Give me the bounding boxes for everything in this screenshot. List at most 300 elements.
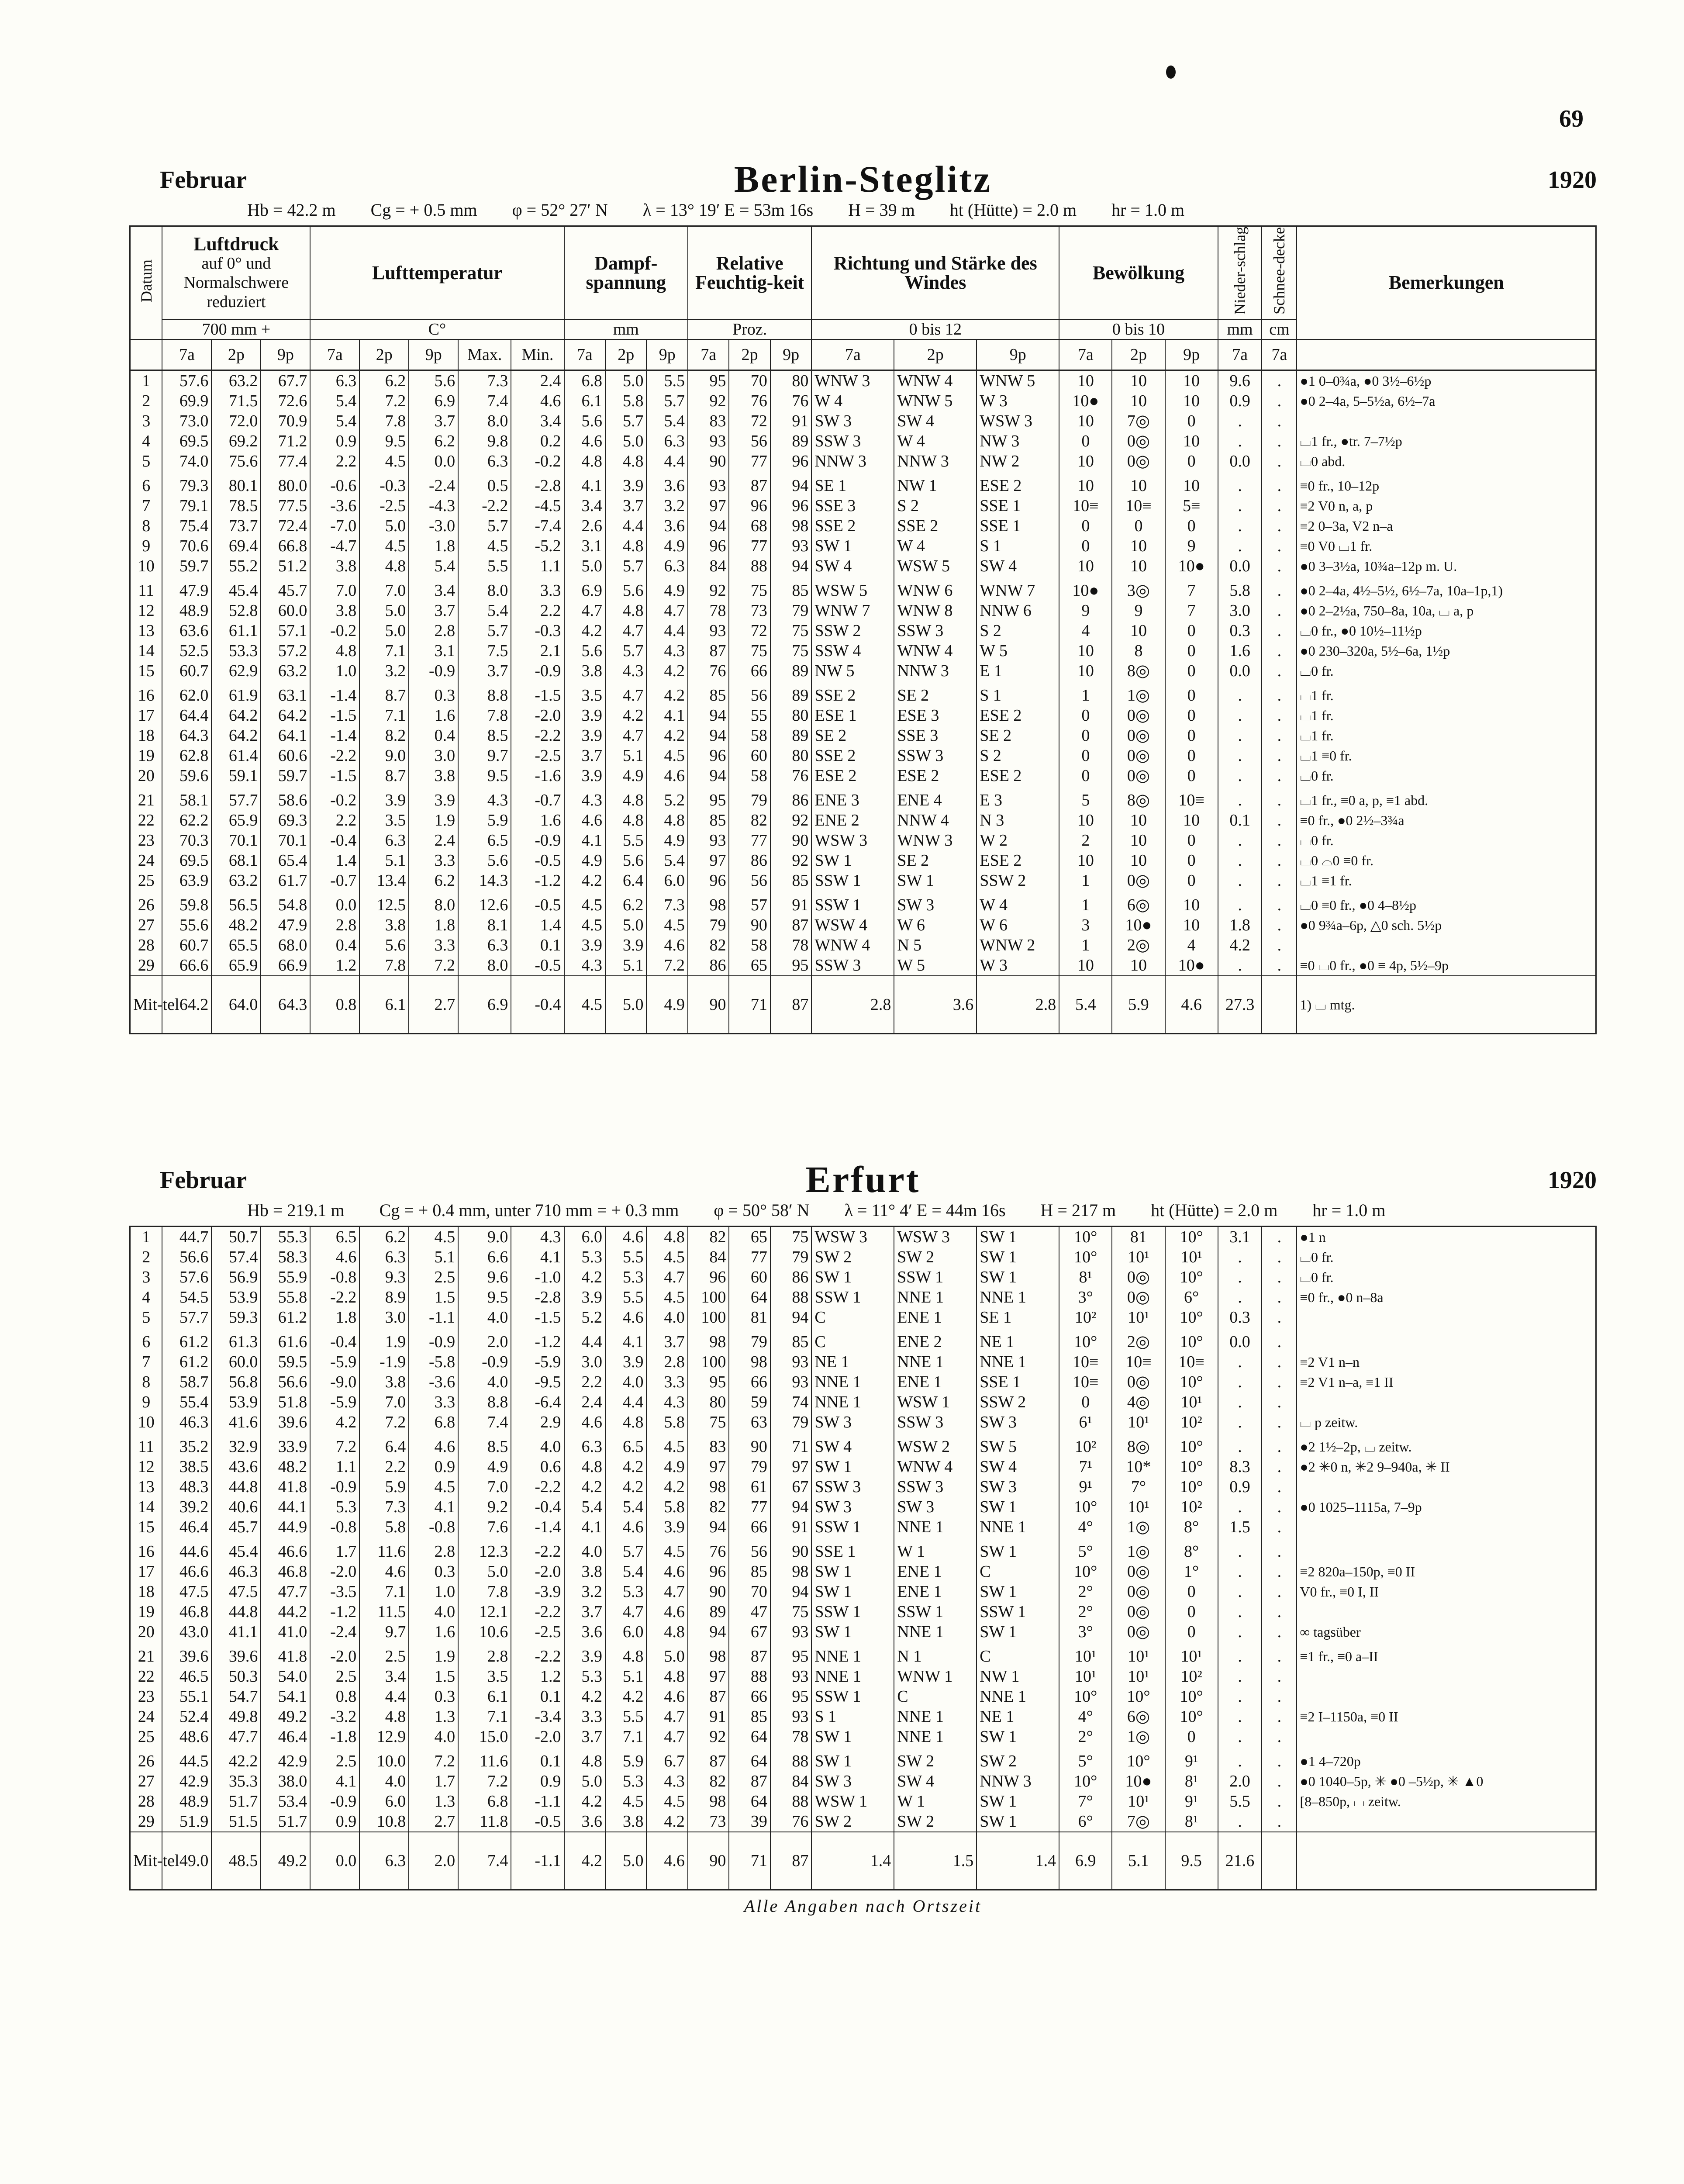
- col-wind: Richtung und Stärke des Windes: [811, 226, 1059, 320]
- value-cell: .: [1218, 1352, 1262, 1372]
- value-cell: 77: [729, 830, 770, 850]
- value-cell: 77: [729, 451, 770, 471]
- value-cell: .: [1262, 576, 1297, 601]
- value-cell: 3.6: [564, 1811, 605, 1832]
- value-cell: 85: [770, 871, 811, 891]
- value-cell: 1.6: [1218, 641, 1262, 661]
- value-cell: 44.8: [211, 1602, 261, 1622]
- day-cell: 28: [130, 1791, 162, 1811]
- value-cell: 4.6: [359, 1562, 409, 1582]
- value-cell: 1: [1059, 891, 1112, 915]
- value-cell: SW 3: [977, 1412, 1059, 1432]
- value-cell: 4.1: [409, 1497, 458, 1517]
- value-cell: 7.1: [359, 641, 409, 661]
- value-cell: 0: [1165, 850, 1218, 871]
- value-cell: 56.5: [211, 891, 261, 915]
- day-cell: 3: [130, 411, 162, 431]
- value-cell: -0.9: [409, 1327, 458, 1352]
- value-cell: 54.1: [261, 1686, 310, 1707]
- value-cell: 92: [770, 810, 811, 830]
- value-cell: 10°: [1165, 1432, 1218, 1457]
- table-row: [130, 681, 1596, 705]
- value-cell: 89: [770, 661, 811, 681]
- mean-value: 6.1: [359, 976, 409, 1034]
- value-cell: .: [1218, 1562, 1262, 1582]
- value-cell: 88: [770, 1287, 811, 1307]
- value-cell: 90: [729, 1432, 770, 1457]
- value-cell: SSW 1: [811, 1517, 894, 1537]
- table-row: [130, 1267, 1596, 1287]
- constant-item: H = 217 m: [1040, 1200, 1116, 1220]
- value-cell: -5.9: [511, 1352, 564, 1372]
- value-cell: .: [1262, 1412, 1297, 1432]
- mean-value: 2.8: [811, 976, 894, 1034]
- value-cell: SW 1: [811, 1582, 894, 1602]
- value-cell: -0.8: [310, 1517, 359, 1537]
- value-cell: 10°: [1165, 1307, 1218, 1327]
- value-cell: .: [1262, 830, 1297, 850]
- value-cell: 10≡: [1165, 786, 1218, 810]
- table-row: [130, 830, 1596, 850]
- remark-cell: ⌴1 fr.: [1297, 681, 1596, 705]
- value-cell: 79.1: [162, 496, 211, 516]
- mean-value: 64.0: [211, 976, 261, 1034]
- erfurt-block: [129, 1158, 1597, 1916]
- value-cell: 6.2: [409, 431, 458, 451]
- value-cell: .: [1262, 1811, 1297, 1832]
- mean-label: Mit-tel: [130, 976, 162, 1034]
- mean-value: 7.4: [458, 1832, 511, 1890]
- value-cell: 40.6: [211, 1497, 261, 1517]
- value-cell: 94: [770, 1497, 811, 1517]
- value-cell: 5.3: [310, 1497, 359, 1517]
- value-cell: 3.8: [310, 556, 359, 576]
- value-cell: 4.4: [646, 451, 687, 471]
- constant-item: Hb = 219.1 m: [247, 1200, 345, 1220]
- col-datum: Datum: [130, 226, 162, 340]
- value-cell: 85: [770, 1327, 811, 1352]
- value-cell: 4: [1165, 935, 1218, 955]
- value-cell: -7.0: [310, 516, 359, 536]
- value-cell: 6◎: [1112, 1707, 1165, 1727]
- day-cell: 7: [130, 1352, 162, 1372]
- value-cell: -3.2: [310, 1707, 359, 1727]
- value-cell: .: [1262, 1707, 1297, 1727]
- value-cell: 0◎: [1112, 451, 1165, 471]
- value-cell: 32.9: [211, 1432, 261, 1457]
- value-cell: 7.1: [359, 1582, 409, 1602]
- value-cell: 35.3: [211, 1771, 261, 1791]
- value-cell: -2.2: [511, 1602, 564, 1622]
- value-cell: 6.6: [458, 1247, 511, 1267]
- value-cell: 74: [770, 1392, 811, 1412]
- value-cell: 78: [688, 601, 729, 621]
- value-cell: 10°: [1165, 1457, 1218, 1477]
- value-cell: 5.6: [359, 935, 409, 955]
- day-cell: 15: [130, 661, 162, 681]
- col-niederschlag: Nieder-schlag: [1218, 226, 1262, 320]
- value-cell: 9.0: [359, 746, 409, 766]
- value-cell: SSW 1: [811, 891, 894, 915]
- table-row: [130, 1432, 1596, 1457]
- day-cell: 6: [130, 1327, 162, 1352]
- value-cell: -2.5: [359, 496, 409, 516]
- day-cell: 11: [130, 576, 162, 601]
- value-cell: 9.2: [458, 1497, 511, 1517]
- day-cell: 29: [130, 955, 162, 976]
- value-cell: -0.9: [310, 1477, 359, 1497]
- value-cell: 10●: [1112, 915, 1165, 935]
- value-cell: 4.0: [409, 1602, 458, 1622]
- station-title: Berlin-Steglitz: [734, 158, 992, 200]
- value-cell: 95: [770, 1642, 811, 1666]
- value-cell: 90: [688, 451, 729, 471]
- value-cell: 4.8: [605, 601, 646, 621]
- day-cell: 14: [130, 641, 162, 661]
- value-cell: 4.0: [409, 1727, 458, 1747]
- value-cell: 79.3: [162, 471, 211, 496]
- value-cell: 82: [729, 810, 770, 830]
- table-row: [130, 1497, 1596, 1517]
- value-cell: 4.2: [564, 1477, 605, 1497]
- day-cell: 17: [130, 1562, 162, 1582]
- value-cell: 42.2: [211, 1747, 261, 1771]
- value-cell: 2.2: [310, 451, 359, 471]
- value-cell: 5°: [1059, 1537, 1112, 1562]
- value-cell: 57.6: [162, 1267, 211, 1287]
- value-cell: 4.6: [646, 766, 687, 786]
- value-cell: 1.5: [409, 1287, 458, 1307]
- value-cell: 5.6: [605, 850, 646, 871]
- remark-cell: ⌴0 fr.: [1297, 1247, 1596, 1267]
- value-cell: 5.7: [605, 411, 646, 431]
- value-cell: 1.2: [310, 955, 359, 976]
- value-cell: .: [1218, 496, 1262, 516]
- value-cell: 98: [688, 1327, 729, 1352]
- value-cell: 1.0: [310, 661, 359, 681]
- value-cell: 3.4: [564, 496, 605, 516]
- remark-cell: ●2 1½–2p, ⌴ zeitw.: [1297, 1432, 1596, 1457]
- value-cell: 79: [729, 786, 770, 810]
- weather-table: Datum Luftdruck auf 0° und Normalschwere reduziert Lufttemperatur Dampf-spannung Relative Feuchtig-keit Richtung und Stärke des Windes Bewölkung Nieder-schlag Schnee-decke Bemerkungen 700 mm + C° mm Proz. 0 bis 12 0 bis 10 mm cm 7a 2p 9p 7a 2p 9p Max. Min. 7a 2p 9p 7a 2p 9p 7a 2p 9p 7a 2p 9p 7a 7a 1 57.6 63.2 67.7 6.3 6.2 5.6 7.3 2.4 6.8 5.0 5.5 95 70 80 WNW 3 WNW 4 WNW 5 10 10 10 9.6 . ●1 0–0¾a, ●0 3½–6½p 2 69.9 71.5 72.6 5.4 7.2 6.9 7.4 4.6 6.1 5.8 5.7 92 76 76 W 4 WNW 5 W 3 10● 10 10 0.9 . ●0 2–4a, 5–5½a, 6½–7a 3 73.0 72.0 70.9 5.4 7.8 3.7 8.0 3.4 5.6 5.7 5.4 83 72 91 SW 3 SW 4 WSW 3 10 7◎ 0 . . 4 69.5 69.2 71.2 0.9 9.5 6.2 9.8 0.2 4.6 5.0 6.3 93 56 89 SSW 3 W 4 NW 3 0 0◎ 10 . . ⌴1 fr., ●tr. 7–7½p 5 74.0 75.6 77.4 2.2 4.5 0.0 6.3 -0.2 4.8 4.8 4.4 90 77 96 NNW 3 NNW 3 NW 2 10 0◎ 0 0.0 . ⌴0 abd. 6 79.3 80.1 80.0 -0.6 -0.3 -2.4 0.5 -2.8 4.1 3.9 3.6 93 87 94 SE 1 NW 1 ESE 2 10 10 10 . . ≡0 fr., 10–12p 7 79.1 78.5 77.5 -3.6 -2.5 -4.3 -2.2 -4.5 3.4 3.7 3.2 97 96 96 SSE 3 S 2 SSE 1 10≡ 10≡ 5≡ . . ≡2 V0 n, a, p 8 75.4 73.7 72.4 -7.0 5.0 -3.0 5.7 -7.4 2.6 4.4 3.6 94 68 98 SSE 2 SSE 2 SSE 1 0 0 0 . . ≡2 0–3a, V2 n–a 9 70.6 69.4 66.8 -4.7 4.5 1.8 4.5 -5.2 3.1 4.8 4.9 96 77 93 SW 1 W 4 S 1 0 10 9 . . ≡0 V0 ⌴1 fr. 10 59.7 55.2 51.2 3.8 4.8 5.4 5.5 1.1 5.0 5.7 6.3 84 88 94 SW 4 WSW 5 SW 4 10 10 10● 0.0 . ●0 3–3½a, 10¾a–12p m. U. 11 47.9 45.4 45.7 7.0 7.0 3.4 8.0 3.3 6.9 5.6 4.9 92 75 85 WSW 5 WNW 6 WNW 7 10● 3◎ 7 5.8 . ●0 2–4a, 4½–5½, 6½–7a, 10a–1p,1) 12 48.9 52.8 60.0 3.8 5.0 3.7 5.4 2.2 4.7 4.8 4.7 78 73 79 WNW 7 WNW 8 NNW 6 9 9 7 3.0 . ●0 2–2½a, 750–8a, 10a, ⌴ a, p 13 63.6 61.1 57.1 -0.2 5.0 2.8 5.7 -0.3 4.2 4.7 4.4 93 72 75 SSW 2 SSW 3 S 2 4 10 0 0.3 . ⌴0 fr., ●0 10½–11½p 14 52.5 53.3 57.2 4.8 7.1 3.1 7.5 2.1 5.6 5.7 4.3 87 75 75 SSW 4 WNW 4 W 5 10 8 0 1.6 . ●0 230–320a, 5½–6a, 1½p 15 60.7 62.9 63.2 1.0 3.2 -0.9 3.7 -0.9 3.8 4.3 4.2 76 66 89 NW 5 NNW 3 E 1 10 8◎ 0 0.0 . ⌴0 fr. 16 62.0 61.9 63.1 -1.4 8.7 0.3 8.8 -1.5 3.5 4.7 4.2 85 56 89 SSE 2 SE 2 S 1 1 1◎ 0 . . ⌴1 fr. 17 64.4 64.2 64.2 -1.5 7.1 1.6 7.8 -2.0 3.9 4.2 4.1 94 55 80 ESE 1 ESE 3 ESE 2 0 0◎ 0 . . ⌴1 fr. 18 64.3 64.2 64.1 -1.4 8.2 0.4 8.5 -2.2 3.9 4.7 4.2 94 58 89 SE 2 SSE 3 SE 2 0 0◎ 0 . . ⌴1 fr. 19 62.8 61.4 60.6 -2.2 9.0 3.0 9.7 -2.5 3.7 5.1 4.5 96 60 80 SSE 2 SSW 3 S 2 0 0◎ 0 . . ⌴1 ≡0 fr. 20 59.6 59.1 59.7 -1.5 8.7 3.8 9.5 -1.6 3.9 4.9 4.6 94 58 76 ESE 2 ESE 2 ESE 2 0 0◎ 0 . . ⌴0 fr. 21 58.1 57.7 58.6 -0.2 3.9 3.9 4.3 -0.7 4.3 4.8 5.2 95 79 86 ENE 3 ENE 4 E 3 5 8◎ 10≡ . . ⌴1 fr., ≡0 a, p, ≡1 abd. 22 62.2 65.9 69.3 2.2 3.5 1.9 5.9 1.6 4.6 4.8 4.8 85 82 92 ENE 2 NNW 4 N 3 10 10 10 0.1 . ≡0 fr., ●0 2½–3¾a 23 70.3 70.1 70.1 -0.4 6.3 2.4 6.5 -0.9 4.1 5.5 4.9 93 77 90 WSW 3 WNW 3 W 2 2 10 0 . . ⌴0 fr. 24 69.5 68.1 65.4 1.4 5.1 3.3 5.6 -0.5 4.9 5.6 5.4 97 86 92 SW 1 SE 2 ESE 2 10 10 0 . . ⌴0 ⌓0 ≡0 fr. 25 63.9 63.2 61.7 -0.7 13.4 6.2 14.3 -1.2 4.2 6.4 6.0 96 56 85 SSW 1 SW 1 SSW 2 1 0◎ 0 . . ⌴1 ≡1 fr. 26 59.8 56.5 54.8 0.0 12.5 8.0 12.6 -0.5 4.5 6.2 7.3 98 57 91 SSW 1 SW 3 W 4 1 6◎ 10 . . ⌴0 ≡0 fr., ●0 4–8½p 27 55.6 48.2 47.9 2.8 3.8 1.8 8.1 1.4 4.5 5.0 4.5 79 90 87 WSW 4 W 6 W 6 3 10● 10 1.8 . ●0 9¾a–6p, △0 sch. 5½p 28 60.7 65.5 68.0 0.4 5.6 3.3 6.3 0.1 3.9 3.9 4.6 82 58 78 WNW 4 N 5 WNW 2 1 2◎ 4 4.2 . 29 66.6 65.9 66.9 1.2 7.8 7.2 8.0 -0.5 4.3 5.1 7.2 86 65 95 SSW 3 W 5 W 3 10 10 10● . . ≡0 ⌴0 fr., ●0 ≡ 4p, 5½–9p Mit-tel 64.2 64.0 64.3 0.8 6.1 2.7 6.9 -0.4 4.5 5.0 4.9 90 71 87 2.8 3.6 2.8 5.4 5.9 4.6 27.3 1) ⌴ mtg.: [129, 225, 1597, 1034]
- value-cell: 7.0: [310, 576, 359, 601]
- value-cell: -2.2: [310, 746, 359, 766]
- value-cell: 10°: [1059, 1686, 1112, 1707]
- table-row: [130, 915, 1596, 935]
- day-cell: 13: [130, 1477, 162, 1497]
- value-cell: 8◎: [1112, 1432, 1165, 1457]
- value-cell: 1.8: [409, 536, 458, 556]
- remark-cell: ⌴1 ≡1 fr.: [1297, 871, 1596, 891]
- value-cell: -0.5: [511, 850, 564, 871]
- value-cell: 5.7: [458, 621, 511, 641]
- mean-value: 0.0: [310, 1832, 359, 1890]
- value-cell: .: [1218, 516, 1262, 536]
- value-cell: 95: [770, 1686, 811, 1707]
- value-cell: 0.0: [409, 451, 458, 471]
- value-cell: 62.8: [162, 746, 211, 766]
- constant-item: ht (Hütte) = 2.0 m: [949, 200, 1077, 220]
- value-cell: 10: [1112, 955, 1165, 976]
- value-cell: 4.0: [511, 1432, 564, 1457]
- value-cell: 0.0: [1218, 661, 1262, 681]
- value-cell: 96: [729, 496, 770, 516]
- mean-value: 5.0: [605, 1832, 646, 1890]
- remark-cell: ●0 3–3½a, 10¾a–12p m. U.: [1297, 556, 1596, 576]
- table-row: [130, 601, 1596, 621]
- value-cell: W 2: [977, 830, 1059, 850]
- value-cell: 60.7: [162, 935, 211, 955]
- value-cell: 0.9: [511, 1771, 564, 1791]
- value-cell: 66: [729, 1372, 770, 1392]
- value-cell: .: [1218, 1392, 1262, 1412]
- value-cell: 72: [729, 621, 770, 641]
- value-cell: ENE 1: [894, 1372, 977, 1392]
- value-cell: 69.9: [162, 391, 211, 411]
- value-cell: 1.6: [511, 810, 564, 830]
- value-cell: 80: [770, 705, 811, 726]
- value-cell: 82: [688, 935, 729, 955]
- value-cell: 4.3: [564, 955, 605, 976]
- table-row: [130, 1771, 1596, 1791]
- value-cell: 39.6: [261, 1412, 310, 1432]
- constant-item: hr = 1.0 m: [1312, 1200, 1386, 1220]
- value-cell: SSW 2: [977, 1392, 1059, 1412]
- table-row: [130, 576, 1596, 601]
- value-cell: 8.3: [1218, 1457, 1262, 1477]
- value-cell: 10¹: [1112, 1247, 1165, 1267]
- value-cell: 9¹: [1165, 1747, 1218, 1771]
- value-cell: -1.2: [511, 871, 564, 891]
- value-cell: 4.2: [646, 681, 687, 705]
- value-cell: SSW 3: [894, 1477, 977, 1497]
- col-schnee: Schnee-decke: [1262, 226, 1297, 320]
- value-cell: 44.2: [261, 1602, 310, 1622]
- value-cell: 4.7: [646, 601, 687, 621]
- value-cell: .: [1262, 681, 1297, 705]
- value-cell: 2.8: [310, 915, 359, 935]
- value-cell: SW 3: [894, 891, 977, 915]
- remark-cell: ⌴1 fr., ≡0 a, p, ≡1 abd.: [1297, 786, 1596, 810]
- value-cell: 6.4: [359, 1432, 409, 1457]
- value-cell: 5.4: [646, 850, 687, 871]
- value-cell: S 2: [894, 496, 977, 516]
- value-cell: 2◎: [1112, 1327, 1165, 1352]
- value-cell: 5.6: [564, 411, 605, 431]
- value-cell: .: [1262, 1686, 1297, 1707]
- value-cell: ENE 3: [811, 786, 894, 810]
- value-cell: 53.9: [211, 1392, 261, 1412]
- day-cell: 9: [130, 536, 162, 556]
- value-cell: 62.0: [162, 681, 211, 705]
- value-cell: .: [1262, 891, 1297, 915]
- value-cell: SW 1: [977, 1811, 1059, 1832]
- value-cell: SE 1: [811, 471, 894, 496]
- value-cell: 10●: [1112, 1771, 1165, 1791]
- value-cell: 4.7: [564, 601, 605, 621]
- value-cell: 57.7: [162, 1307, 211, 1327]
- table-row: [130, 1307, 1596, 1327]
- table-row: [130, 1727, 1596, 1747]
- day-cell: 13: [130, 621, 162, 641]
- value-cell: WNW 8: [894, 601, 977, 621]
- value-cell: 72: [729, 411, 770, 431]
- value-cell: 69.5: [162, 850, 211, 871]
- value-cell: -2.2: [310, 1287, 359, 1307]
- value-cell: 80.1: [211, 471, 261, 496]
- value-cell: SW 1: [894, 871, 977, 891]
- value-cell: NNW 3: [894, 451, 977, 471]
- value-cell: 93: [770, 1666, 811, 1686]
- value-cell: SW 2: [811, 1247, 894, 1267]
- remark-cell: ⌴0 abd.: [1297, 451, 1596, 471]
- value-cell: 0.3: [409, 1686, 458, 1707]
- value-cell: 75: [770, 1602, 811, 1622]
- value-cell: NNE 1: [894, 1707, 977, 1727]
- value-cell: 65: [729, 1227, 770, 1248]
- value-cell: -9.0: [310, 1372, 359, 1392]
- value-cell: SW 4: [811, 556, 894, 576]
- value-cell: 5.9: [458, 810, 511, 830]
- mean-value: -1.1: [511, 1832, 564, 1890]
- value-cell: .: [1218, 830, 1262, 850]
- value-cell: 12.9: [359, 1727, 409, 1747]
- value-cell: -2.0: [511, 1562, 564, 1582]
- remark-cell: [1297, 411, 1596, 431]
- value-cell: -3.4: [511, 1707, 564, 1727]
- value-cell: ESE 3: [894, 705, 977, 726]
- value-cell: 2.7: [409, 1811, 458, 1832]
- value-cell: 91: [770, 1517, 811, 1537]
- value-cell: 3.0: [1218, 601, 1262, 621]
- value-cell: 46.6: [162, 1562, 211, 1582]
- value-cell: SW 1: [977, 1247, 1059, 1267]
- value-cell: 55.3: [261, 1227, 310, 1248]
- value-cell: 71.2: [261, 431, 310, 451]
- value-cell: 93: [688, 471, 729, 496]
- value-cell: 55.9: [261, 1267, 310, 1287]
- day-cell: 27: [130, 915, 162, 935]
- value-cell: 0◎: [1112, 1287, 1165, 1307]
- value-cell: 10°: [1059, 1247, 1112, 1267]
- value-cell: 1.9: [359, 1327, 409, 1352]
- mean-value: 4.5: [564, 976, 605, 1034]
- value-cell: SSW 3: [811, 1477, 894, 1497]
- value-cell: 69.2: [211, 431, 261, 451]
- value-cell: 94: [770, 556, 811, 576]
- day-cell: 14: [130, 1497, 162, 1517]
- value-cell: 75: [770, 641, 811, 661]
- mean-value: 49.2: [261, 1832, 310, 1890]
- value-cell: ESE 2: [977, 705, 1059, 726]
- value-cell: -0.5: [511, 891, 564, 915]
- value-cell: 61.2: [261, 1307, 310, 1327]
- value-cell: WNW 4: [811, 935, 894, 955]
- value-cell: 4.8: [646, 1666, 687, 1686]
- value-cell: 5.4: [605, 1497, 646, 1517]
- value-cell: 5.7: [646, 391, 687, 411]
- value-cell: 10: [1059, 641, 1112, 661]
- value-cell: 59.3: [211, 1307, 261, 1327]
- value-cell: 46.3: [162, 1412, 211, 1432]
- value-cell: 3°: [1059, 1622, 1112, 1642]
- value-cell: 0.1: [511, 1686, 564, 1707]
- value-cell: 79: [729, 1327, 770, 1352]
- value-cell: 7.2: [310, 1432, 359, 1457]
- value-cell: 10°: [1165, 1227, 1218, 1248]
- value-cell: SW 3: [811, 411, 894, 431]
- value-cell: SSE 2: [811, 746, 894, 766]
- value-cell: 39.2: [162, 1497, 211, 1517]
- table-row: [130, 810, 1596, 830]
- value-cell: 8.7: [359, 766, 409, 786]
- value-cell: SW 1: [977, 1622, 1059, 1642]
- value-cell: 6.9: [564, 576, 605, 601]
- value-cell: 14.3: [458, 871, 511, 891]
- value-cell: 4°: [1059, 1707, 1112, 1727]
- value-cell: 4.5: [646, 1537, 687, 1562]
- value-cell: SSE 1: [811, 1537, 894, 1562]
- value-cell: 1.8: [409, 915, 458, 935]
- value-cell: N 1: [894, 1642, 977, 1666]
- value-cell: 0: [1165, 621, 1218, 641]
- value-cell: 64: [729, 1791, 770, 1811]
- value-cell: 10●: [1059, 391, 1112, 411]
- value-cell: .: [1218, 766, 1262, 786]
- table-row: [130, 1477, 1596, 1497]
- value-cell: 2.5: [409, 1267, 458, 1287]
- value-cell: 61.3: [211, 1327, 261, 1352]
- mean-value: [1262, 976, 1297, 1034]
- value-cell: 0.0: [1218, 556, 1262, 576]
- value-cell: 4.6: [646, 935, 687, 955]
- table-row: [130, 370, 1596, 391]
- value-cell: 41.1: [211, 1622, 261, 1642]
- value-cell: 63.2: [211, 370, 261, 391]
- col-luftdruck: Luftdruck auf 0° und Normalschwere reduziert: [162, 226, 310, 320]
- value-cell: 7.2: [409, 955, 458, 976]
- value-cell: 2.8: [409, 621, 458, 641]
- value-cell: 100: [688, 1287, 729, 1307]
- value-cell: 73.7: [211, 516, 261, 536]
- value-cell: 15.0: [458, 1727, 511, 1747]
- value-cell: 55.8: [261, 1287, 310, 1307]
- table-row: [130, 746, 1596, 766]
- value-cell: 0: [1165, 766, 1218, 786]
- table-row: [130, 1622, 1596, 1642]
- value-cell: SW 3: [894, 1497, 977, 1517]
- remark-cell: [1297, 1602, 1596, 1622]
- value-cell: WSW 1: [811, 1791, 894, 1811]
- day-cell: 17: [130, 705, 162, 726]
- value-cell: 58: [729, 935, 770, 955]
- value-cell: 10¹: [1059, 1642, 1112, 1666]
- value-cell: SW 1: [811, 1622, 894, 1642]
- value-cell: 76: [688, 661, 729, 681]
- value-cell: WNW 3: [894, 830, 977, 850]
- value-cell: 6.0: [605, 1622, 646, 1642]
- table-row: [130, 1327, 1596, 1352]
- value-cell: 10: [1165, 810, 1218, 830]
- value-cell: .: [1262, 621, 1297, 641]
- value-cell: C: [977, 1642, 1059, 1666]
- value-cell: 5.0: [359, 601, 409, 621]
- value-cell: -0.5: [511, 955, 564, 976]
- remark-cell: ⌴0 ⌓0 ≡0 fr.: [1297, 850, 1596, 871]
- value-cell: N 3: [977, 810, 1059, 830]
- value-cell: 5.7: [458, 516, 511, 536]
- value-cell: 3.1: [1218, 1227, 1262, 1248]
